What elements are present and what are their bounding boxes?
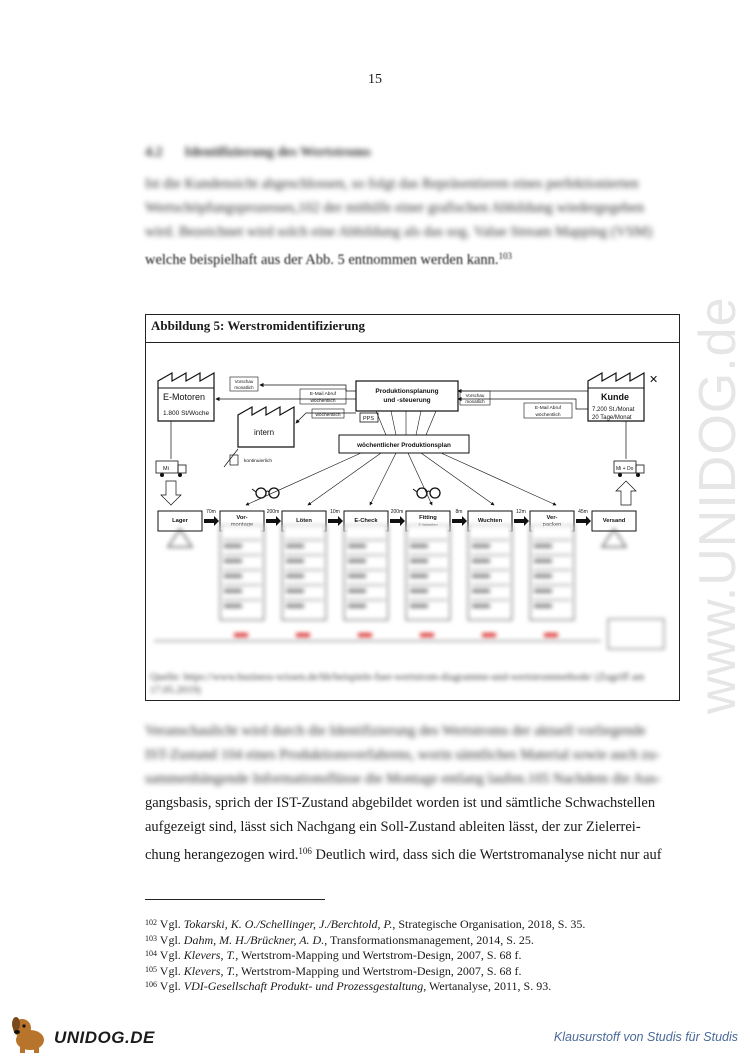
paragraph-line: Wertschöpfungsprozesses,102 der mithilfe einer grafischen Abbildung wiedergegeben bbox=[145, 200, 645, 216]
unidog-logo bbox=[8, 1014, 168, 1054]
footnote-ref: 106 bbox=[298, 846, 312, 856]
data-box-text bbox=[348, 589, 366, 593]
process-name: Löten bbox=[296, 518, 312, 524]
data-box-text bbox=[534, 589, 552, 593]
timeline-mark bbox=[482, 633, 496, 637]
process-name: Wuchten bbox=[477, 518, 503, 524]
data-box-text bbox=[472, 544, 490, 548]
data-box-text bbox=[286, 544, 304, 548]
data-box-text bbox=[410, 544, 428, 548]
process-name: Lager bbox=[172, 518, 188, 524]
data-box-text bbox=[410, 559, 428, 563]
data-box-text bbox=[472, 604, 490, 608]
svg-text:wöchentlich: wöchentlich bbox=[310, 399, 336, 404]
figure-source: Quelle: https://www.business-wissen.de/hb/beispiele-fuer-wertstrom-diagramme-und-wertstrommethode/ (Zugriff am 17.05.2019) bbox=[150, 672, 645, 696]
section-title: Identifizierung des Wertstroms bbox=[184, 145, 371, 160]
pps-label: PPS bbox=[363, 416, 375, 422]
data-box-text bbox=[348, 574, 366, 578]
footnote: $^{104}$ Vgl. Klevers, T., Wertstrom-Mapping und Wertstrom-Design, 2007, S. 68 f. bbox=[145, 948, 522, 962]
paragraph-line: welche beispielhaft aus der Abb. 5 entnommen werden kann.$^{103}$ bbox=[145, 251, 513, 268]
data-box-text bbox=[224, 589, 242, 593]
page-number: 15 bbox=[368, 72, 382, 87]
truck-icon-left bbox=[156, 461, 186, 477]
customer-line2: 20 Tage/Monat bbox=[592, 415, 632, 421]
distance-label: 70m bbox=[206, 509, 216, 515]
footnote: $^{103}$ Vgl. Dahm, M. H./Brückner, A. D., Transformationsmanagement, 2014, S. 25. bbox=[145, 932, 534, 947]
data-box-text bbox=[224, 544, 242, 548]
footnote-divider bbox=[145, 899, 325, 900]
figure-box bbox=[145, 314, 680, 701]
customer-line1: 7.200 St./Monat bbox=[592, 407, 635, 413]
data-box-text bbox=[224, 574, 242, 578]
section-heading bbox=[145, 145, 371, 161]
svg-text:Vorschau: Vorschau bbox=[234, 379, 254, 384]
data-boxes-blurred bbox=[146, 525, 679, 670]
paragraph-line: IST-Zustand 104 eines Produktionsverfahrens, worin sämtliches Material sowie auch zu- bbox=[145, 747, 660, 763]
intern-label: intern bbox=[254, 428, 275, 437]
process-name: E-Check bbox=[354, 518, 378, 524]
summary-box bbox=[608, 619, 664, 649]
data-box-text bbox=[534, 574, 552, 578]
data-box-text bbox=[286, 604, 304, 608]
data-box-text bbox=[410, 574, 428, 578]
data-box-text bbox=[224, 559, 242, 563]
glasses-icon bbox=[413, 488, 440, 498]
weekly-plan-label: wöchentlicher Produktionsplan bbox=[357, 442, 451, 449]
svg-text:wöchentlich: wöchentlich bbox=[535, 413, 561, 418]
material-arrow-icon bbox=[616, 481, 636, 505]
customer-name: Kunde bbox=[601, 392, 629, 402]
data-box-text bbox=[534, 559, 552, 563]
timeline-mark bbox=[358, 633, 372, 637]
svg-text:E-Mail Abruf: E-Mail Abruf bbox=[309, 392, 337, 397]
supplier-name: E-Motoren bbox=[163, 392, 206, 402]
process-name: Versand bbox=[602, 518, 626, 524]
kanban-icon bbox=[230, 455, 238, 465]
paragraph-line: sammenhängende Informationsflüsse die Montage entlang laufen.105 Nachdem die Aus- bbox=[145, 771, 661, 787]
data-box-text bbox=[472, 589, 490, 593]
section-number: 4.2 bbox=[145, 145, 163, 160]
distance-label: 200m bbox=[390, 509, 404, 515]
logo-text: UNIDOG.DE bbox=[54, 1028, 155, 1047]
data-box-text bbox=[224, 604, 242, 608]
paragraph-line: gangsbasis, sprich der IST-Zustand abgebildet worden ist und sämtliche Schwachstellen bbox=[145, 795, 656, 811]
paragraph-line: aufgezeigt sind, lässt sich Nachgang ein Soll-Zustand ableiten lässt, der zur Zielerrei- bbox=[145, 819, 641, 835]
inventory-triangle-icon bbox=[602, 529, 626, 547]
data-box-text bbox=[348, 604, 366, 608]
svg-text:Mi: Mi bbox=[163, 466, 169, 472]
intern-factory-icon bbox=[238, 407, 294, 447]
footnote: $^{106}$ Vgl. VDI-Gesellschaft Produkt- und Prozessgestaltung, Wertanalyse, 2011, S. 93. bbox=[145, 979, 552, 993]
svg-text:kontinuierlich: kontinuierlich bbox=[244, 459, 272, 464]
timeline-mark bbox=[420, 633, 434, 637]
svg-text:Vorschau: Vorschau bbox=[465, 393, 485, 398]
paragraph-line: wird. Bezeichnet wird solch eine Abbildung als das sog. Value Stream Mapping (VSM) bbox=[145, 224, 653, 240]
paragraph-line: chung herangezogen wird.$^{106}$ Deutlich wird, dass sich die Wertstromanalyse nicht nur auf bbox=[145, 846, 662, 863]
distance-label: 10m bbox=[330, 509, 340, 515]
intro-paragraph bbox=[145, 172, 680, 272]
data-box-text bbox=[348, 544, 366, 548]
svg-text:Mi + Do: Mi + Do bbox=[616, 466, 634, 472]
value-stream-map bbox=[146, 343, 679, 543]
svg-text:wöchentlich: wöchentlich bbox=[315, 413, 341, 418]
data-box-text bbox=[286, 589, 304, 593]
data-box-text bbox=[534, 544, 552, 548]
data-box-text bbox=[348, 559, 366, 563]
dog-icon bbox=[8, 1014, 54, 1054]
timeline-mark bbox=[234, 633, 248, 637]
paragraph-line: Veranschaulicht wird durch die Identifizierung des Wertstroms der aktuell vorliegende bbox=[145, 723, 646, 739]
svg-text:E-Mail Abruf: E-Mail Abruf bbox=[534, 406, 562, 411]
production-control-box bbox=[356, 381, 458, 411]
close-mark-icon: ✕ bbox=[649, 374, 659, 386]
control-line1: Produktionsplanung bbox=[375, 388, 439, 395]
material-arrow-icon bbox=[161, 481, 181, 505]
figure-title: Abbildung 5: Werstromidentifizierung bbox=[146, 315, 679, 343]
process-name: Fitting bbox=[419, 515, 437, 521]
data-box-text bbox=[410, 604, 428, 608]
footnote: $^{105}$ Vgl. Klevers, T., Wertstrom-Mapping und Wertstrom-Design, 2007, S. 68 f. bbox=[145, 963, 522, 978]
supplier-value: 1.800 St/Woche bbox=[163, 410, 210, 417]
control-line2: und -steuerung bbox=[383, 397, 431, 404]
timeline-mark bbox=[296, 633, 310, 637]
process-name: Ver- bbox=[546, 515, 558, 521]
data-box-text bbox=[472, 559, 490, 563]
footnote: $^{102}$ Vgl. Tokarski, K. O./Schellinger, J./Berchtold, P., Strategische Organisation, 2018, S. 35. bbox=[145, 917, 586, 931]
paragraph-2 bbox=[145, 719, 680, 867]
data-box-text bbox=[286, 574, 304, 578]
distance-label: 8m bbox=[455, 509, 463, 515]
data-box-text bbox=[534, 604, 552, 608]
distance-label: 200m bbox=[266, 509, 280, 515]
svg-text:monatlich: monatlich bbox=[465, 399, 485, 404]
process-name: Vor- bbox=[236, 515, 248, 521]
data-box-text bbox=[410, 589, 428, 593]
timeline-mark bbox=[544, 633, 558, 637]
footnotes bbox=[145, 916, 705, 994]
paragraph-line: Ist die Kundensicht abgeschlossen, so folgt das Repräsentieren eines perfektionierten bbox=[145, 176, 639, 192]
footer-tagline: Klausurstoff von Studis für Studis bbox=[553, 1030, 738, 1044]
data-box-text bbox=[286, 559, 304, 563]
footnote-ref: 103 bbox=[498, 251, 513, 261]
watermark: www.UNIDOG.de bbox=[689, 296, 747, 714]
svg-text:monatlich: monatlich bbox=[234, 385, 254, 390]
distance-label: 45m bbox=[578, 509, 588, 515]
distance-label: 12m bbox=[516, 509, 526, 515]
inventory-triangle-icon bbox=[168, 529, 192, 547]
data-box-text bbox=[472, 574, 490, 578]
